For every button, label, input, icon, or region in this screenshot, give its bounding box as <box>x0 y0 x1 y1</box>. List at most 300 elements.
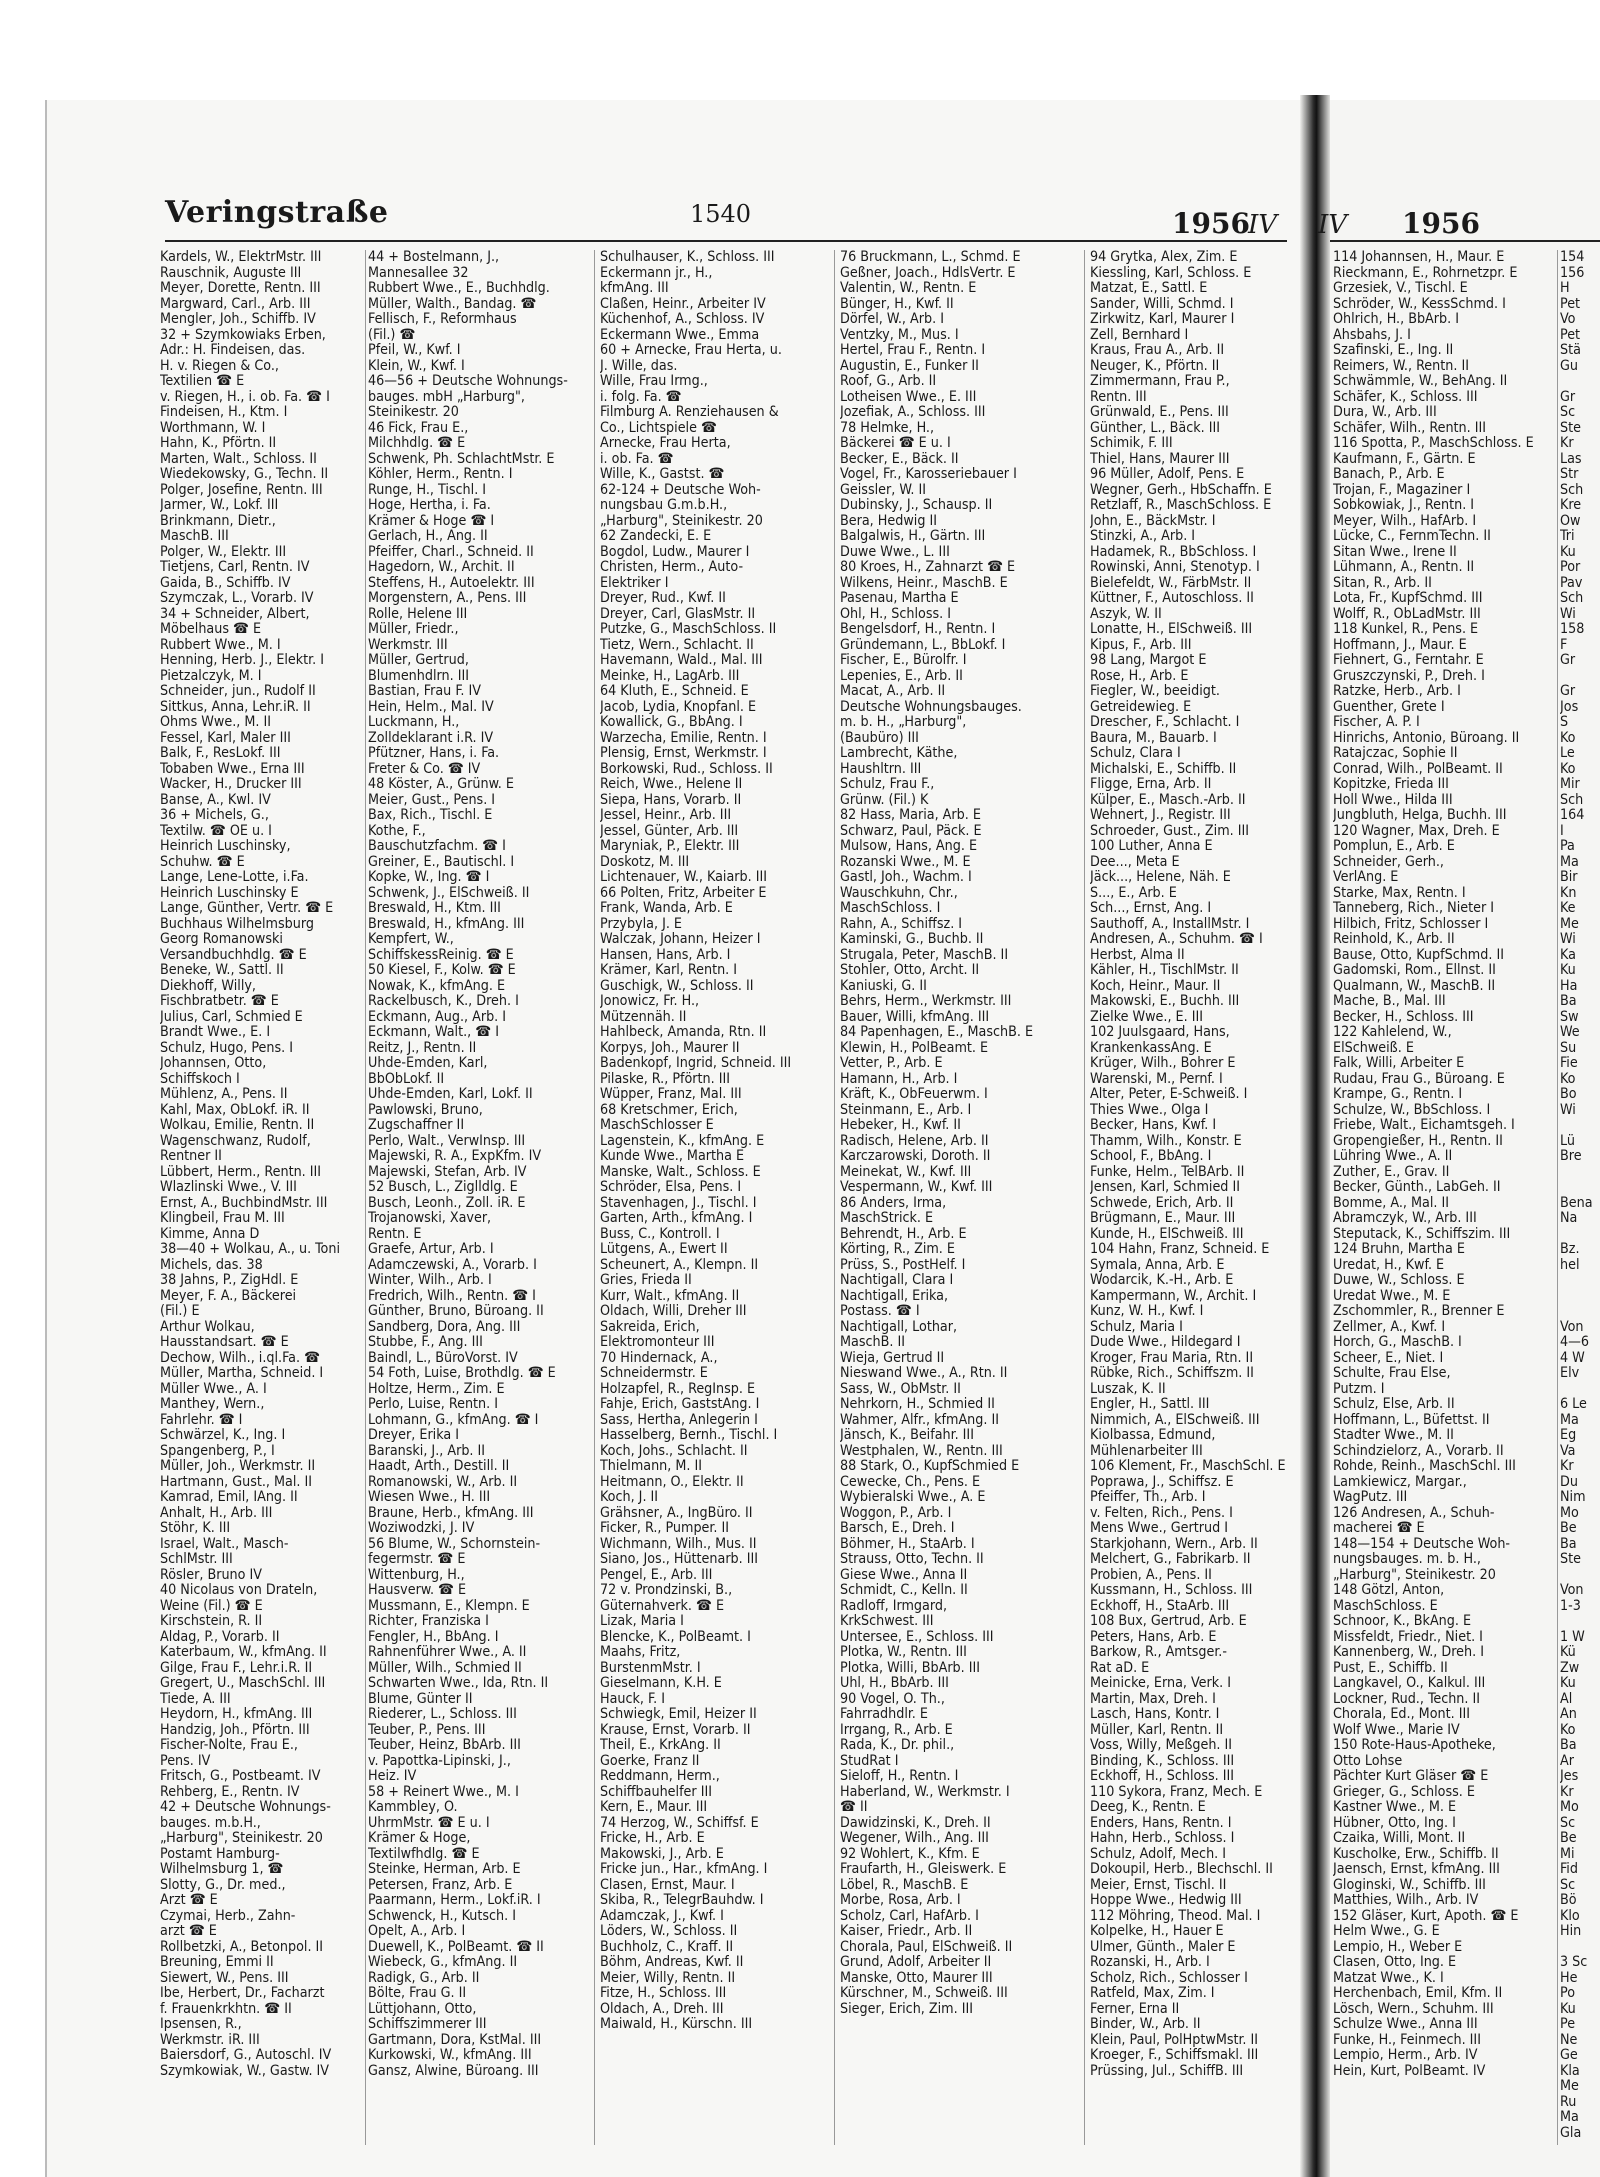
directory-entry-line: Schulz, Frau F., <box>840 777 935 792</box>
directory-entry-line: Aldag, P., Vorarb. II <box>160 1629 280 1645</box>
directory-entry-line: Jes <box>1560 1769 1579 1784</box>
directory-entry-line: Pav <box>1560 575 1583 591</box>
directory-entry-line: Falk, Willi, Arbeiter E <box>1333 1056 1465 1071</box>
directory-entry-line: Henning, Herb. J., Elektr. I <box>160 653 324 668</box>
directory-entry-line: Hadamek, R., BbSchloss. I <box>1090 544 1257 560</box>
directory-entry-line: Funke, H., Feinmech. III <box>1333 2032 1481 2048</box>
directory-entry-line: Lange, Lene-Lotte, i.Fa. <box>160 870 309 885</box>
directory-entry-line: 46 Fick, Frau E., <box>368 420 469 436</box>
directory-entry-line: Jäck..., Helene, Näh. E <box>1090 870 1231 885</box>
directory-entry-line: Chorala, Ed., Mont. III <box>1333 1707 1470 1722</box>
directory-entry-line: Lücke, C., FernmTechn. II <box>1333 529 1491 544</box>
directory-entry-line: Katerbaum, W., kfmAng. II <box>160 1645 327 1660</box>
directory-entry-line: Kla <box>1560 2063 1580 2079</box>
directory-entry-line <box>1560 1118 1600 1134</box>
directory-entry-line: Bir <box>1560 870 1578 885</box>
directory-entry-line: Ratzke, Herb., Arb. I <box>1333 684 1461 699</box>
directory-entry-line: Ru <box>1560 2094 1577 2110</box>
directory-entry-line: Ohms Wwe., M. II <box>160 715 271 730</box>
directory-entry-line: Sw <box>1560 1009 1579 1025</box>
directory-entry-line: Jänsch, K., Beifahr. III <box>840 1428 974 1443</box>
directory-entry-line: Rauschnik, Auguste III <box>160 265 302 281</box>
directory-entry-line: Mussmann, E., Klempn. E <box>368 1598 530 1614</box>
directory-entry-line: Kastner Wwe., M. E <box>1333 1800 1457 1815</box>
directory-entry-line: Bauschutzfachm. ☎ I <box>368 839 506 854</box>
directory-entry-line: Müller, Martha, Schneid. I <box>160 1366 324 1381</box>
directory-entry-line: Ahsbahs, J. I <box>1333 327 1411 343</box>
directory-entry-line: Kempfert, W., <box>368 932 454 947</box>
directory-entry-line: Ar <box>1560 1753 1574 1769</box>
directory-entry-line: Elektromonteur III <box>600 1335 715 1350</box>
directory-entry-line: Fahrlehr. ☎ I <box>160 1412 243 1428</box>
year-left: 1956 <box>1172 207 1250 240</box>
directory-entry-line: Wille, Frau Irmg., <box>600 374 708 389</box>
directory-entry-line: Plotka, Willi, BbArb. III <box>840 1660 981 1676</box>
directory-entry-line: Luszak, K. II <box>1090 1381 1166 1397</box>
directory-entry-line: Lempio, Herm., Arb. IV <box>1333 2048 1478 2063</box>
directory-entry-line: Kaiser, Friedr., Arb. II <box>840 1924 973 1939</box>
directory-entry-line: i. ob. Fa. ☎ <box>600 451 674 467</box>
directory-entry-line: Behrendt, H., Arb. E <box>840 1226 967 1242</box>
directory-entry-line: Schulz, Hugo, Pens. I <box>160 1040 294 1056</box>
directory-entry-line: Schimik, F. III <box>1090 436 1173 451</box>
directory-entry-line: Winter, Wilh., Arb. I <box>368 1273 492 1288</box>
directory-entry-line: Trojanowski, Xaver, <box>368 1211 492 1226</box>
directory-entry-line: Grähsner, A., IngBüro. II <box>600 1505 753 1521</box>
directory-entry-line: Borkowski, Rud., Schloss. II <box>600 761 773 777</box>
directory-entry-line: Stavenhagen, J., Tischl. I <box>600 1195 757 1211</box>
directory-entry-line: Dawidzinski, K., Dreh. II <box>840 1815 991 1831</box>
directory-entry-line: Günther, Bruno, Büroang. II <box>368 1304 544 1319</box>
directory-entry-line: Schulz, Clara I <box>1090 746 1181 761</box>
directory-entry-line: StudRat I <box>840 1753 899 1769</box>
directory-entry-line: Margward, Carl., Arb. III <box>160 296 311 312</box>
directory-entry-line: Por <box>1560 560 1581 575</box>
directory-entry-line: Lepenies, E., Arb. II <box>840 668 963 684</box>
directory-entry-line: 112 Möhring, Theod. Mal. I <box>1090 1908 1261 1924</box>
street-heading: Veringstraße <box>165 195 389 230</box>
directory-entry-line: Postass. ☎ I <box>840 1304 920 1319</box>
directory-entry-line: Mulsow, Hans, Ang. E <box>840 839 978 854</box>
directory-entry-line: Pawlowski, Bruno, <box>368 1102 483 1118</box>
directory-entry-line: Thamm, Wilh., Konstr. E <box>1090 1133 1242 1149</box>
directory-entry-line: Kaminski, G., Buchb. II <box>840 932 984 947</box>
directory-entry-line: 114 Johannsen, H., Maur. E <box>1333 250 1505 265</box>
directory-entry-line: Blumenhdlrn. III <box>368 668 469 684</box>
directory-entry-line: Hein, Kurt, PolBeamt. IV <box>1333 2063 1486 2079</box>
directory-entry-line: (Baubüro) III <box>840 730 919 746</box>
directory-entry-line: Korpys, Joh., Maurer II <box>600 1040 740 1056</box>
directory-entry-line: 62 Zandecki, E. E <box>600 529 712 544</box>
directory-entry-line: Ke <box>1560 901 1576 916</box>
directory-entry-line: Meinke, H., LagArb. III <box>600 668 740 684</box>
directory-entry-line: Zielke Wwe., E. III <box>1090 1009 1204 1025</box>
directory-entry-line: Werkmstr. iR. III <box>160 2032 260 2048</box>
directory-entry-line: Busch, Leonh., Zoll. iR. E <box>368 1195 526 1211</box>
directory-entry-line: Küchenhof, A., Schloss. IV <box>600 312 765 327</box>
directory-entry-line: 74 Herzog, W., Schiffsf. E <box>600 1815 759 1831</box>
directory-entry-line: 58 + Reinert Wwe., M. I <box>368 1784 519 1800</box>
directory-entry-line: Schwenk, Ph. SchlachtMstr. E <box>368 451 555 467</box>
directory-entry-line <box>1560 374 1600 390</box>
directory-entry-line: Stadter Wwe., M. II <box>1333 1428 1454 1443</box>
directory-entry-line: Fessel, Karl, Maler III <box>160 730 291 746</box>
column-divider <box>365 250 366 2145</box>
directory-entry-line: Warzecha, Emilie, Rentn. I <box>600 730 767 746</box>
directory-entry-line: 88 Stark, O., KupfSchmied E <box>840 1459 1020 1474</box>
directory-entry-line: Braune, Herb., kfmAng. III <box>368 1505 534 1521</box>
directory-entry-line: Meinekat, W., Kwf. III <box>840 1164 972 1180</box>
directory-entry-line: Wolf Wwe., Marie IV <box>1333 1722 1460 1738</box>
directory-entry-line: Hahn, Herb., Schloss. I <box>1090 1831 1235 1846</box>
directory-entry-line: 104 Hahn, Franz, Schneid. E <box>1090 1242 1270 1257</box>
directory-entry-line: Jozefiak, A., Schloss. III <box>840 405 986 420</box>
directory-entry-line: Ernst, A., BuchbindMstr. III <box>160 1195 328 1211</box>
directory-entry-line: Pet <box>1560 327 1581 343</box>
volume-right: IV <box>1318 210 1348 240</box>
directory-entry-line: MaschSchlosser E <box>600 1118 714 1133</box>
directory-entry-line: Christen, Herm., Auto- <box>600 560 744 575</box>
directory-entry-line: Pfeil, W., Kwf. I <box>368 343 461 358</box>
directory-entry-line: Getreidewieg. E <box>1090 699 1192 715</box>
directory-entry-line: nungsbau G.m.b.H., <box>600 498 728 513</box>
directory-entry-line: 98 Lang, Margot E <box>1090 653 1207 668</box>
directory-entry-line: Meier, Gust., Pens. I <box>368 792 496 808</box>
directory-entry-line: Kähler, H., TischlMstr. II <box>1090 963 1239 978</box>
directory-entry-line: Beneke, W., Sattl. II <box>160 963 284 978</box>
directory-entry-line: Jarmer, W., Lokf. III <box>160 498 279 513</box>
directory-entry-line: SchiffskessReinig. ☎ E <box>368 947 514 963</box>
directory-entry-line: MaschStrick. E <box>840 1211 934 1226</box>
directory-entry-line: Uhde-Emden, Karl, <box>368 1056 488 1071</box>
directory-entry-line: Becker, E., Bäck. II <box>840 451 959 467</box>
directory-entry-line: 4—6 <box>1560 1335 1590 1350</box>
directory-entry-line: Rentn. E <box>368 1226 422 1242</box>
directory-entry-line: Ha <box>1560 978 1578 994</box>
directory-entry-line: Ko <box>1560 730 1576 746</box>
directory-entry-line: Gloginski, W., Schiffb. III <box>1333 1877 1486 1893</box>
directory-entry-line: Ratajczac, Sophie II <box>1333 746 1458 761</box>
directory-entry-line: BurstenmMstr. I <box>600 1660 701 1676</box>
directory-entry-line: 126 Andresen, A., Schuh- <box>1333 1505 1495 1521</box>
directory-entry-line: Gastl, Joh., Wachm. I <box>840 870 972 885</box>
directory-entry-line: ☎ II <box>840 1800 868 1815</box>
directory-entry-line: Ibe, Herbert, Dr., Facharzt <box>160 1986 325 2001</box>
directory-entry-line: Ka <box>1560 947 1576 963</box>
directory-entry-line: Ko <box>1560 1071 1576 1087</box>
directory-entry-line: Schneider, jun., Rudolf II <box>160 684 316 699</box>
directory-entry-line: BbObLokf. II <box>368 1071 445 1087</box>
directory-entry-line: SchlMstr. III <box>160 1552 233 1567</box>
directory-entry-line: Uredat Wwe., M. E <box>1333 1288 1451 1304</box>
directory-entry-line: Fahrradhdlr. E <box>840 1707 928 1722</box>
directory-entry-line: bauges. m.b.H., <box>160 1815 261 1831</box>
directory-entry-line: Hoffmann, J., Maur. E <box>1333 637 1467 653</box>
directory-entry-line: Koch, J. II <box>600 1490 659 1505</box>
directory-entry-line: Gu <box>1560 358 1578 374</box>
directory-entry-line: Küttner, F., Autoschloss. II <box>1090 591 1254 606</box>
directory-entry-line: „Harburg", Steinikestr. 20 <box>600 513 763 529</box>
directory-entry-line: Behrs, Herm., Werkmstr. III <box>840 994 1012 1009</box>
directory-entry-line: Wlazlinski Wwe., V. III <box>160 1180 297 1195</box>
directory-entry-line: Böhm, Andreas, Kwf. II <box>600 1955 744 1970</box>
directory-entry-line: Ge <box>1560 2048 1578 2063</box>
directory-entry-line: Breuning, Emmi II <box>160 1955 274 1970</box>
directory-entry-line: Claßen, Heinr., Arbeiter IV <box>600 296 766 312</box>
directory-entry-line: Ratfeld, Max, Zim. I <box>1090 1986 1215 2001</box>
directory-entry-line: Krüger, Wilh., Bohrer E <box>1090 1056 1236 1071</box>
directory-entry-line: Vetter, P., Arb. E <box>840 1056 943 1071</box>
directory-entry-line: Fricke jun., Har., kfmAng. I <box>600 1862 768 1877</box>
directory-entry-line: Hübner, Otto, Ing. I <box>1333 1815 1456 1831</box>
directory-entry-line: Czaika, Willi, Mont. II <box>1333 1831 1466 1846</box>
directory-entry-line: Manthey, Wern., <box>160 1397 265 1412</box>
directory-entry-line: Luckmann, H., <box>368 715 460 730</box>
directory-entry-line: Drescher, F., Schlacht. I <box>1090 715 1240 730</box>
directory-entry-line: Warenski, M., Pernf. I <box>1090 1071 1223 1087</box>
directory-entry-line: Buss, C., Kontroll. I <box>600 1226 720 1242</box>
directory-entry-line: Bena <box>1560 1195 1593 1211</box>
directory-entry-line: Putzke, G., MaschSchloss. II <box>600 622 777 637</box>
directory-entry-line: Pasenau, Martha E <box>840 591 959 606</box>
directory-entry-line: Reddmann, Herm., <box>600 1769 720 1784</box>
directory-entry-line: Schnoor, K., BkAng. E <box>1333 1614 1472 1629</box>
directory-entry-line: Be <box>1560 1521 1577 1536</box>
directory-entry-line: Krämer & Hoge, <box>368 1831 471 1846</box>
directory-entry-line: Johannsen, Otto, <box>160 1056 267 1071</box>
directory-entry-line: Pietzalczyk, M. I <box>160 668 262 684</box>
directory-entry-line: Schiffskoch I <box>160 1071 240 1087</box>
directory-entry-line: fegermstr. ☎ E <box>368 1552 466 1567</box>
directory-entry-line: Scholz, Carl, HafArb. I <box>840 1908 979 1924</box>
directory-entry-line: Rübke, Rich., Schiffszm. II <box>1090 1366 1254 1381</box>
directory-entry-line: Eckmann, Walt., ☎ I <box>368 1025 499 1040</box>
directory-entry-line: Reich, Wwe., Helene II <box>600 777 743 792</box>
directory-entry-line: Slotty, G., Dr. med., <box>160 1877 286 1893</box>
directory-entry-line: Irrgang, R., Arb. E <box>840 1722 953 1738</box>
directory-entry-line: Steinikestr. 20 <box>368 405 459 420</box>
directory-entry-line: Dörfel, W., Arb. I <box>840 312 944 327</box>
directory-entry-line: 154 <box>1560 250 1585 265</box>
directory-entry-line: 38—40 + Wolkau, A., u. Toni <box>160 1242 341 1257</box>
directory-entry-line: Peters, Hans, Arb. E <box>1090 1629 1217 1645</box>
directory-entry-line: MaschSchloss. I <box>840 901 941 916</box>
directory-entry-line: Starke, Max, Rentn. I <box>1333 885 1466 901</box>
directory-entry-line: Barsch, E., Dreh. I <box>840 1521 955 1536</box>
directory-entry-line: Kroeger, F., Schiffsmakl. III <box>1090 2048 1259 2063</box>
directory-entry-line: Rohde, Reinh., MaschSchl. III <box>1333 1459 1516 1474</box>
directory-entry-line: Lota, Fr., KupfSchmd. III <box>1333 591 1483 606</box>
directory-entry-line: Mens Wwe., Gertrud I <box>1090 1521 1228 1536</box>
directory-entry-line: Buchholz, C., Kraff. II <box>600 1939 734 1955</box>
directory-entry-line: 56 Blume, W., Schornstein- <box>368 1536 541 1552</box>
directory-entry-line: Eckermann Wwe., Emma <box>600 327 760 343</box>
directory-entry-line: Langkavel, O., Kalkul. III <box>1333 1676 1486 1691</box>
directory-entry-line: H. v. Riegen & Co., <box>160 358 279 374</box>
directory-entry-line: He <box>1560 1970 1578 1986</box>
directory-entry-line: Mühlenz, A., Pens. II <box>160 1087 288 1102</box>
directory-entry-line: Bö <box>1560 1893 1577 1908</box>
directory-entry-line: Abramczyk, W., Arb. III <box>1333 1211 1477 1226</box>
directory-entry-line: Nieswand Wwe., A., Rtn. II <box>840 1366 1008 1381</box>
directory-entry-line: Klingbeil, Frau M. III <box>160 1211 285 1226</box>
directory-entry-line: Blume, Günter II <box>368 1691 473 1707</box>
directory-entry-line: Rollbetzki, A., Betonpol. II <box>160 1939 324 1955</box>
directory-entry-line: Lange, Günther, Vertr. ☎ E <box>160 901 334 916</box>
directory-entry-line: Al <box>1560 1691 1573 1707</box>
directory-entry-line: 148 Götzl, Anton, <box>1333 1583 1445 1598</box>
directory-entry-line: Bauer, Willi, kfmAng. III <box>840 1009 990 1025</box>
directory-entry-line: Kahl, Max, ObLokf. iR. II <box>160 1102 310 1118</box>
directory-entry-line: Klo <box>1560 1908 1580 1924</box>
directory-entry-line: 84 Papenhagen, E., MaschB. E <box>840 1025 1034 1040</box>
directory-entry-line: Kussmann, H., Schloss. III <box>1090 1583 1253 1598</box>
directory-entry-line: Ku <box>1560 963 1576 978</box>
directory-entry-line: Becker, H., Schloss. III <box>1333 1009 1474 1025</box>
directory-entry-line: Balgalwis, H., Gärtn. III <box>840 529 986 544</box>
directory-entry-line: arzt ☎ E <box>160 1924 217 1939</box>
directory-entry-line: Alter, Peter, E-Schweiß. I <box>1090 1087 1248 1102</box>
directory-entry-line: Zell, Bernhard I <box>1090 327 1189 343</box>
directory-entry-line: Radloff, Irmgard, <box>840 1598 948 1614</box>
directory-entry-line: Bera, Hedwig II <box>840 513 938 529</box>
directory-entry-line: Gadomski, Rom., Ellnst. II <box>1333 963 1496 978</box>
directory-entry-line: Sch <box>1560 482 1584 498</box>
directory-entry-line: Köhler, Herm., Rentn. I <box>368 467 513 482</box>
directory-entry-line: Thies Wwe., Olga I <box>1090 1102 1209 1118</box>
directory-entry-line: UhrmMstr. ☎ E u. I <box>368 1815 490 1831</box>
directory-entry-line: Bre <box>1560 1149 1582 1164</box>
directory-entry-line: Müller Wwe., A. I <box>160 1381 267 1397</box>
directory-entry-line: Gilge, Frau F., Lehr.i.R. II <box>160 1660 313 1676</box>
directory-entry-line: Radisch, Helene, Arb. II <box>840 1133 989 1149</box>
directory-entry-line: Krämer, Karl, Rentn. I <box>600 963 738 978</box>
directory-entry-line: Heinrich Luschinsky, <box>160 839 291 854</box>
directory-entry-line: Schwämmle, W., BehAng. II <box>1333 374 1508 389</box>
directory-entry-line: Kimme, Anna D <box>160 1226 260 1242</box>
directory-entry-line: Gr <box>1560 389 1576 405</box>
header-rule-left <box>165 240 1287 242</box>
directory-entry-line: Eckhoff, H., StaArb. III <box>1090 1598 1230 1614</box>
directory-entry-line <box>1560 1614 1600 1630</box>
directory-entry-line: Du <box>1560 1474 1578 1490</box>
directory-entry-line: S..., E., Arb. E <box>1090 885 1177 901</box>
directory-entry-line: Vo <box>1560 312 1576 327</box>
directory-entry-line: Buchhaus Wilhelmsburg <box>160 916 314 932</box>
directory-entry-line: Theil, E., KrkAng. II <box>600 1738 721 1753</box>
directory-entry-line: Eckhoff, H., Schloss. III <box>1090 1769 1235 1784</box>
directory-entry-line: Brinkmann, Dietr., <box>160 513 276 529</box>
directory-entry-line: Heinrich Luschinsky E <box>160 885 299 901</box>
directory-entry-line: Bielefeldt, W., FärbMstr. II <box>1090 575 1252 591</box>
directory-entry-line: Nachtigall, Clara I <box>840 1273 954 1288</box>
directory-entry-line: Polger, Josefine, Rentn. III <box>160 482 323 498</box>
directory-entry-line: Balk, F., ResLokf. III <box>160 746 281 761</box>
directory-entry-line: Jos <box>1560 699 1579 715</box>
directory-entry-line: Pfützner, Hans, i. Fa. <box>368 746 500 761</box>
directory-entry-line: Kardels, W., ElektrMstr. III <box>160 250 322 265</box>
directory-entry-line: Hamann, H., Arb. I <box>840 1071 958 1087</box>
directory-entry-line: Jungbluth, Helga, Buchh. III <box>1333 808 1507 823</box>
directory-entry-line: Kuscholke, Erw., Schiffb. II <box>1333 1846 1499 1862</box>
directory-entry-line: Sieger, Erich, Zim. III <box>840 2001 974 2017</box>
directory-entry-line <box>1560 1273 1600 1289</box>
directory-column-5 <box>1090 250 1302 2145</box>
directory-entry-line: Richter, Franziska I <box>368 1614 489 1629</box>
directory-entry-line: Ba <box>1560 1738 1577 1753</box>
directory-entry-line: Gr <box>1560 684 1576 699</box>
directory-entry-line: Nachtigall, Erika, <box>840 1288 949 1304</box>
directory-entry-line: Sc <box>1560 1877 1576 1893</box>
directory-entry-line: Müller, Karl, Rentn. II <box>1090 1722 1224 1738</box>
directory-entry-line: Geissler, W. II <box>840 482 926 498</box>
directory-entry-line: Pens. IV <box>160 1753 211 1769</box>
directory-entry-line: Ste <box>1560 420 1581 436</box>
directory-entry-line: Holzapfel, R., RegInsp. E <box>600 1381 756 1397</box>
directory-entry-line: Ulmer, Günth., Maler E <box>1090 1939 1236 1955</box>
directory-entry-line: Teuber, P., Pens. III <box>368 1722 486 1738</box>
directory-entry-line: Schindzielorz, A., Vorarb. II <box>1333 1443 1504 1459</box>
directory-entry-line: Kiolbassa, Edmund, <box>1090 1428 1216 1443</box>
directory-entry-line: nungsbauges. m. b. H., <box>1333 1552 1481 1567</box>
directory-entry-line: Wille, K., Gastst. ☎ <box>600 467 725 482</box>
directory-entry-line: Fischer-Nolte, Frau E., <box>160 1738 298 1753</box>
directory-entry-line: Kaniuski, G. II <box>840 978 927 994</box>
directory-entry-line: Mannesallee 32 <box>368 265 469 281</box>
directory-entry-line: Schiffbauhelfer III <box>600 1784 712 1800</box>
directory-entry-line: Manske, Walt., Schloss. E <box>600 1164 761 1180</box>
directory-entry-line: 1-3 <box>1560 1598 1581 1614</box>
directory-entry-line: Deeg, K., Rentn. E <box>1090 1800 1206 1815</box>
directory-entry-line: Barkow, R., Amtsger.- <box>1090 1645 1227 1660</box>
directory-entry-line: VerlAng. E <box>1333 870 1399 885</box>
directory-entry-line: Schwärzel, K., Ing. I <box>160 1428 286 1443</box>
directory-entry-line: Müller, Walth., Bandag. ☎ <box>368 296 537 312</box>
directory-entry-line: hel <box>1560 1257 1580 1273</box>
directory-entry-line: Woziwodzki, J. IV <box>368 1521 475 1536</box>
directory-entry-line: Gropengießer, H., Rentn. II <box>1333 1133 1503 1149</box>
directory-entry-line: Hasselberg, Bernh., Tischl. I <box>600 1428 778 1443</box>
directory-entry-line: 50 Kiesel, F., Kolw. ☎ E <box>368 963 516 978</box>
directory-entry-line: Spangenberg, P., I <box>160 1443 275 1459</box>
directory-entry-line: Worthmann, W. I <box>160 420 266 436</box>
directory-entry-line: Gla <box>1560 2125 1582 2141</box>
directory-entry-line: Kothe, F., <box>368 823 426 839</box>
directory-entry-line: Trojan, F., Magaziner I <box>1333 482 1471 498</box>
directory-entry-line: 44 + Bostelmann, J., <box>368 250 500 265</box>
directory-entry-line: Hansen, Hans, Arb. I <box>600 947 731 963</box>
directory-entry-line: 164 <box>1560 808 1585 823</box>
directory-entry-line: Herbst, Alma II <box>1090 947 1185 963</box>
directory-entry-line: Brügmann, E., Maur. III <box>1090 1211 1236 1226</box>
directory-entry-line: Hebeker, H., Kwf. II <box>840 1118 961 1133</box>
directory-entry-line: Michalski, E., Schiffb. II <box>1090 761 1237 777</box>
directory-entry-line: Müller, Wilh., Schmied II <box>368 1660 522 1676</box>
directory-entry-line: Dechow, Wilh., i.ql.Fa. ☎ <box>160 1350 320 1366</box>
directory-entry-line: Martin, Max, Dreh. I <box>1090 1691 1216 1707</box>
directory-entry-line: Majewski, Stefan, Arb. IV <box>368 1164 527 1180</box>
directory-entry-line: Hoppe Wwe., Hedwig III <box>1090 1893 1242 1908</box>
directory-entry-line: Wi <box>1560 1102 1576 1118</box>
directory-entry-line: Zirkwitz, Karl, Maurer I <box>1090 312 1235 327</box>
directory-entry-line: Löders, W., Schloss. II <box>600 1924 738 1939</box>
directory-entry-line: Meyer, Wilh., HafArb. I <box>1333 513 1477 529</box>
directory-entry-line: Lichtenauer, W., Kaiarb. III <box>600 870 768 885</box>
directory-entry-line: Gerlach, H., Ang. II <box>368 529 488 544</box>
directory-entry-line: Textilwfhdlg. ☎ E <box>368 1846 480 1862</box>
directory-entry-line: Kopitzke, Frieda III <box>1333 777 1449 792</box>
directory-entry-line: Brandt Wwe., E. I <box>160 1025 271 1040</box>
